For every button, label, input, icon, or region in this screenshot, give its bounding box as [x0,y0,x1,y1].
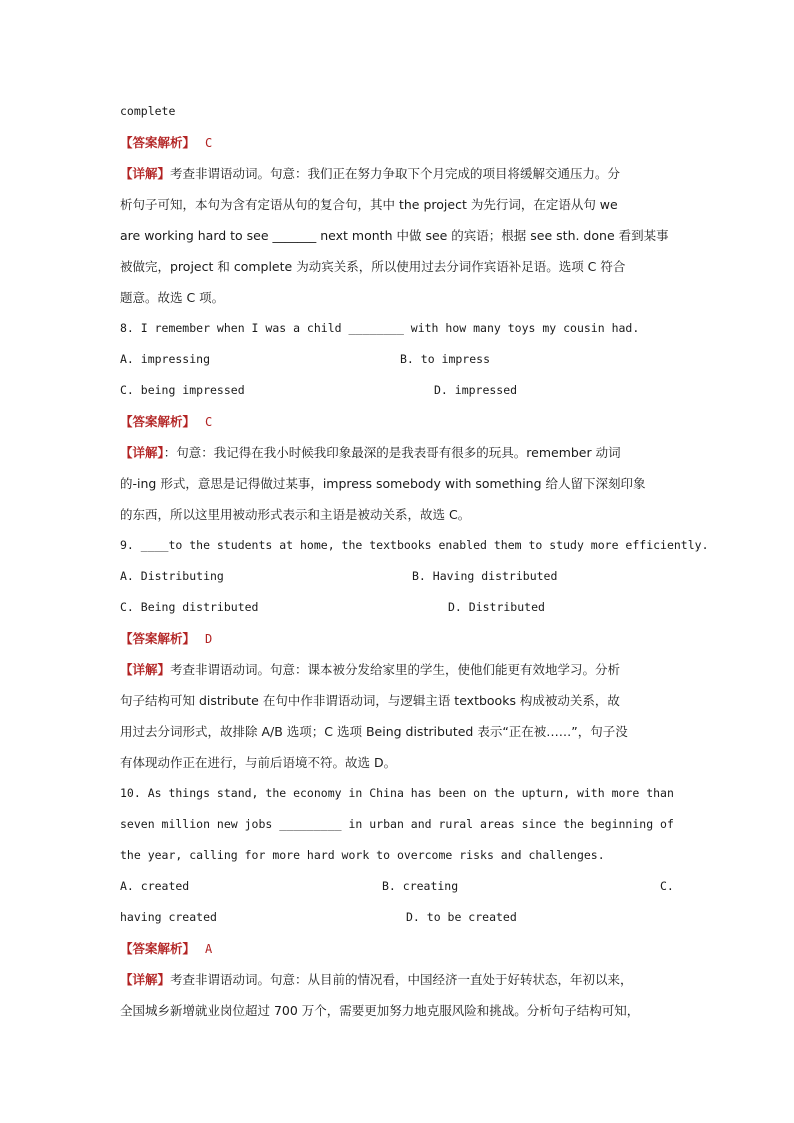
detail-line: 句子结构可知 distribute 在句中作非谓语动词，与逻辑主语 textbooks 构成被动关系，故 [120,693,620,708]
answer-letter: A [205,942,213,956]
document-page [120,96,709,1026]
question-stem: seven million new jobs _________ in urban and rural areas since the beginning of [120,817,674,831]
option-c-text: having created [120,910,217,924]
option-d: D. Distributed [448,600,545,614]
option-a: A. impressing [120,352,211,366]
lead-text: complete [120,104,176,118]
option-a: A. created [120,879,190,893]
detail-line: 【详解】考查非谓语动词。句意：课本被分发给家里的学生，使他们能更有效地学习。分析 [120,662,621,677]
detail-tag: 【详解】 [120,445,164,460]
answer-letter: D [205,632,213,646]
question-stem: the year, calling for more hard work to overcome risks and challenges. [120,848,605,862]
detail-line: 【详解】考查非谓语动词。句意：从目前的情况看，中国经济一直处于好转状态，年初以来， [120,972,633,987]
option-c: C. [660,879,674,893]
detail-line: 的东西，所以这里用被动形式表示和主语是被动关系，故选 C。 [120,507,471,522]
question-stem: 10. As things stand, the economy in China has been on the upturn, with more than [120,786,674,800]
detail-line: 题意。故选 C 项。 [120,290,225,305]
option-a: A. Distributing [120,569,224,583]
answer-analysis-q8 [120,406,680,437]
option-c: C. Being distributed [120,600,259,614]
answer-analysis-q10 [120,933,680,964]
options-row [120,561,680,592]
detail-line: 用过去分词形式，故排除 A/B 选项；C 选项 Being distributed 表示“正在被……”，句子没 [120,724,628,739]
options-row [120,592,680,623]
detail-line: 有体现动作正在进行，与前后语境不符。故选 D。 [120,755,397,770]
answer-analysis-q7 [120,127,680,158]
answer-tag: 【答案解析】 [120,414,196,429]
option-b: B. creating [382,879,459,893]
detail-tag: 【详解】 [120,166,171,181]
detail-line: 【详解】：句意：我记得在我小时候我印象最深的是我表哥有很多的玩具。remember 动词 [120,445,621,460]
option-b: B. to impress [400,352,491,366]
answer-tag: 【答案解析】 [120,941,196,956]
detail-tag: 【详解】 [120,972,171,987]
answer-letter: C [205,415,213,429]
detail-line: are working hard to see _______ next month 中做 see 的宾语；根据 see sth. done 看到某事 [120,228,669,243]
option-d: D. impressed [434,383,518,397]
option-b: B. Having distributed [412,569,558,583]
options-row [120,902,680,933]
answer-analysis-q9 [120,623,680,654]
detail-line: 【详解】考查非谓语动词。句意：我们正在努力争取下个月完成的项目将缓解交通压力。分 [120,166,621,181]
answer-tag: 【答案解析】 [120,631,196,646]
question-stem: 9. ____to the students at home, the textbooks enabled them to study more efficiently. [120,538,709,552]
detail-line: 的-ing 形式，意思是记得做过某事，impress somebody with something 给人留下深刻印象 [120,476,646,491]
detail-line: 全国城乡新增就业岗位超过 700 万个，需要更加努力地克服风险和挑战。分析句子结构可知， [120,1003,640,1018]
option-c: C. being impressed [120,383,245,397]
answer-tag: 【答案解析】 [120,135,196,150]
option-d: D. to be created [406,910,517,924]
answer-letter: C [205,136,213,150]
detail-line: 被做完，project 和 complete 为动宾关系，所以使用过去分词作宾语补足语。选项 C 符合 [120,259,626,274]
options-row [120,344,680,375]
question-stem: 8. I remember when I was a child ________ with how many toys my cousin had. [120,321,640,335]
options-row [120,375,680,406]
detail-tag: 【详解】 [120,662,171,677]
options-row [120,871,680,902]
detail-line: 析句子可知，本句为含有定语从句的复合句，其中 the project 为先行词，在定语从句 we [120,197,618,212]
